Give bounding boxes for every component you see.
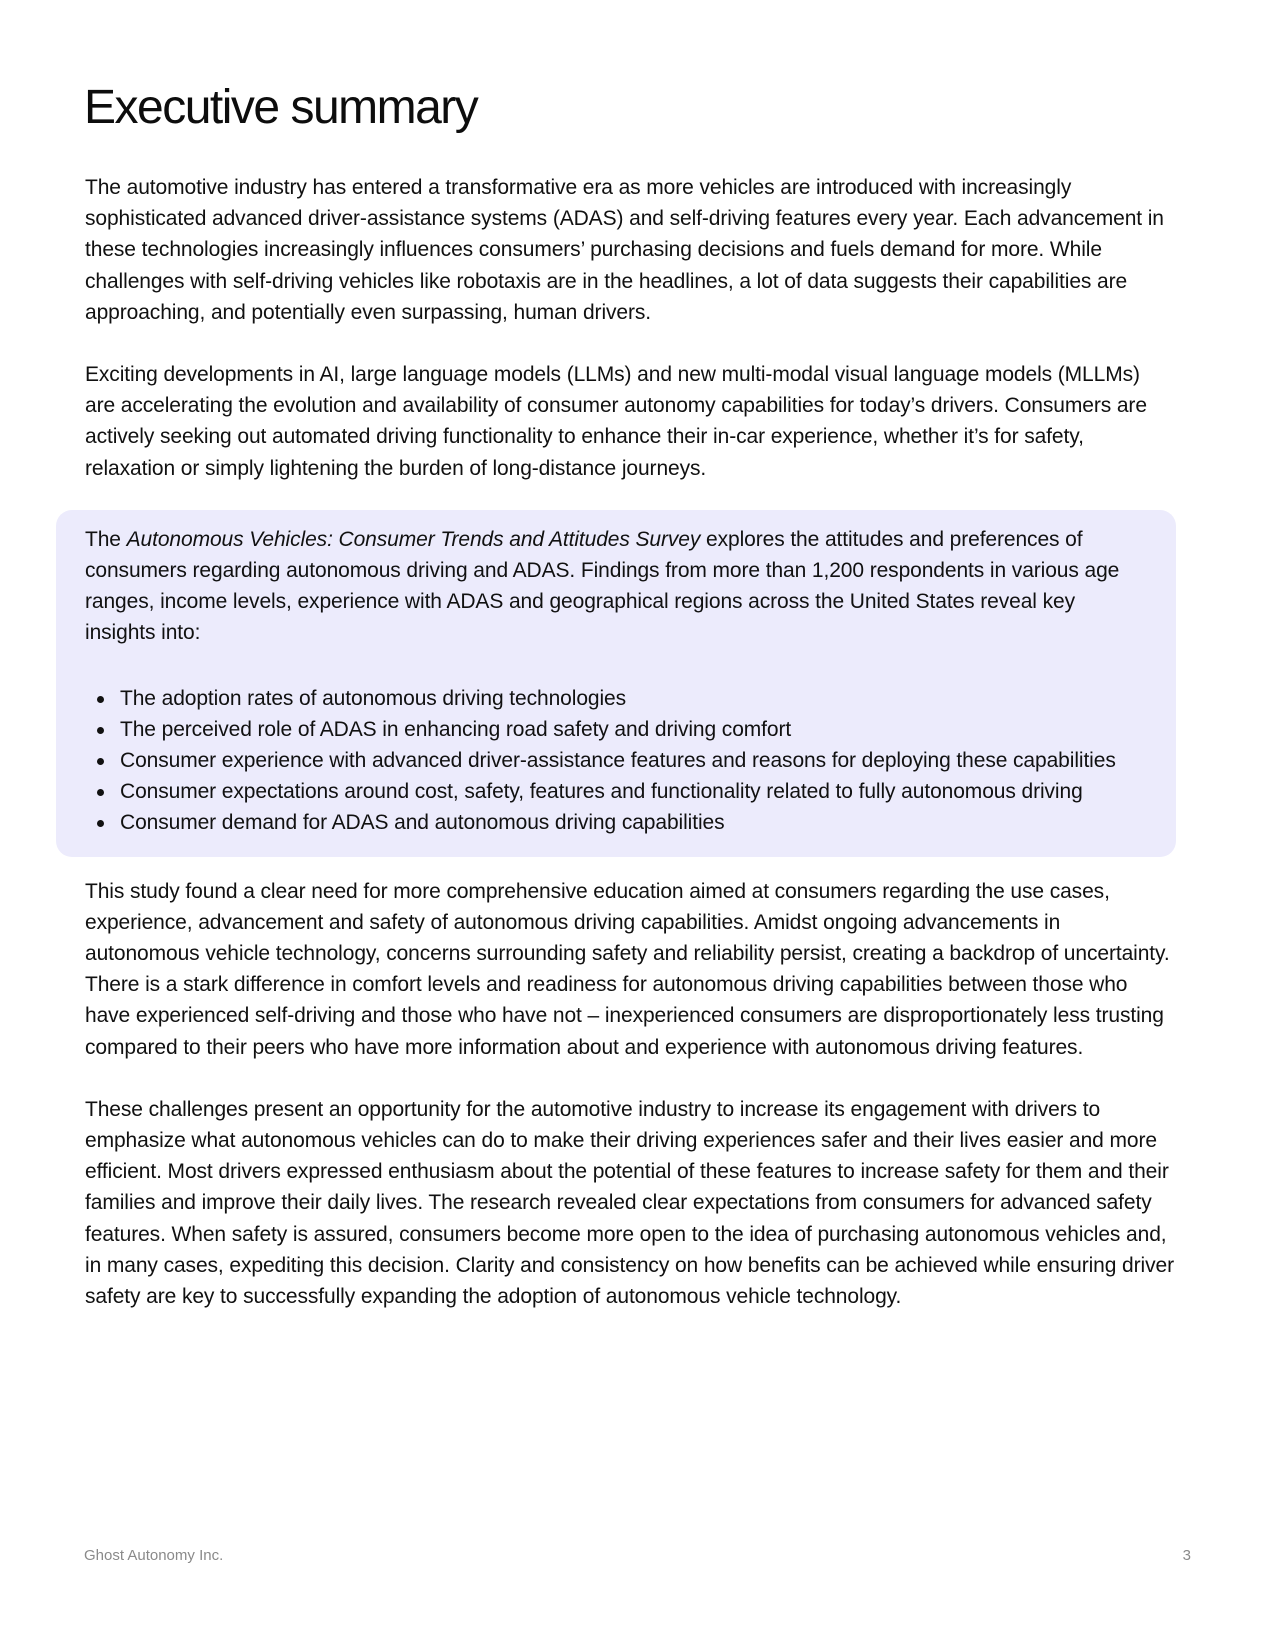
footer-company: Ghost Autonomy Inc. [84, 1547, 224, 1564]
intro-paragraph: The automotive industry has entered a transformative era as more vehicles are introduced with increasingly sophisticated advanced driver-assistance systems (ADAS) and self-driving features every year. Each advancement in these technologies increasingly influences consumers’ purchasing decisions and fuels demand for more. While challenges with self-driving vehicles like robotaxis are in the headlines, a lot of data suggests their capabilities are approaching, and potentially even surpassing, human drivers. [85, 176, 1164, 324]
study-findings-paragraph: This study found a clear need for more comprehensive education aimed at consumers regarding the use cases, experience, advancement and safety of autonomous driving capabilities. Amidst ongoing advancements in autonomous vehicle technology, concerns surrounding safety and reliability persist, creating a backdrop of uncertainty. There is a stark difference in comfort levels and readiness for autonomous driving capabilities between those who have experienced self-driving and those who have not – inexperienced consumers are disproportionately less trusting compared to their peers who have more information about and experience with autonomous driving features. [85, 879, 1170, 1059]
bullet-icon [97, 727, 104, 734]
page-number: 3 [1182, 1547, 1191, 1564]
bullet-icon [97, 696, 104, 703]
list-item: Consumer experience with advanced driver-assistance features and reasons for deploying these capabilities [85, 745, 1147, 776]
developments-paragraph: Exciting developments in AI, large language models (LLMs) and new multi-modal visual language models (MLLMs) are accelerating the evolution and availability of consumer autonomy capabilities for today’s drivers. Consumers are actively seeking out automated driving functionality to enhance their in-car experience, whether it’s for safety, relaxation or simply lightening the burden of long-distance journeys. [85, 363, 1147, 480]
closing-section [85, 876, 1175, 1313]
list-item: Consumer demand for ADAS and autonomous driving capabilities [85, 807, 1147, 838]
list-item: The perceived role of ADAS in enhancing road safety and driving comfort [85, 714, 1147, 745]
opportunity-paragraph: These challenges present an opportunity for the automotive industry to increase its engagement with drivers to emphasize what autonomous vehicles can do to make their driving experiences safer and their lives easier and more efficient. Most drivers expressed enthusiasm about the potential of these features to increase safety for them and their families and improve their daily lives. The research revealed clear expectations from consumers for advanced safety features. When safety is assured, consumers become more open to the idea of purchasing autonomous vehicles and, in many cases, expediting this decision. Clarity and consistency on how benefits can be achieved while ensuring driver safety are key to successfully expanding the adoption of autonomous vehicle technology. [85, 1097, 1174, 1309]
page-title: Executive summary [84, 81, 478, 134]
document-body [85, 172, 1175, 1312]
survey-intro-suffix: explores the attitudes and preferences of consumers regarding autonomous driving and ADAS. Findings from more than 1,200 respondents in various age ranges, income levels, experience with ADAS and geographical regions across the United States reveal key insights into: [85, 527, 1120, 645]
insights-list [85, 683, 1147, 839]
survey-callout-box [56, 510, 1176, 857]
bullet-icon [97, 758, 104, 765]
list-item: Consumer expectations around cost, safety, features and functionality related to fully autonomous driving [85, 776, 1147, 807]
survey-intro [85, 524, 1147, 649]
bullet-icon [97, 820, 104, 827]
list-item: The adoption rates of autonomous driving technologies [85, 683, 1147, 714]
survey-intro-prefix: The [85, 527, 127, 551]
survey-title: Autonomous Vehicles: Consumer Trends and Attitudes Survey [126, 527, 701, 551]
bullet-icon [97, 789, 104, 796]
